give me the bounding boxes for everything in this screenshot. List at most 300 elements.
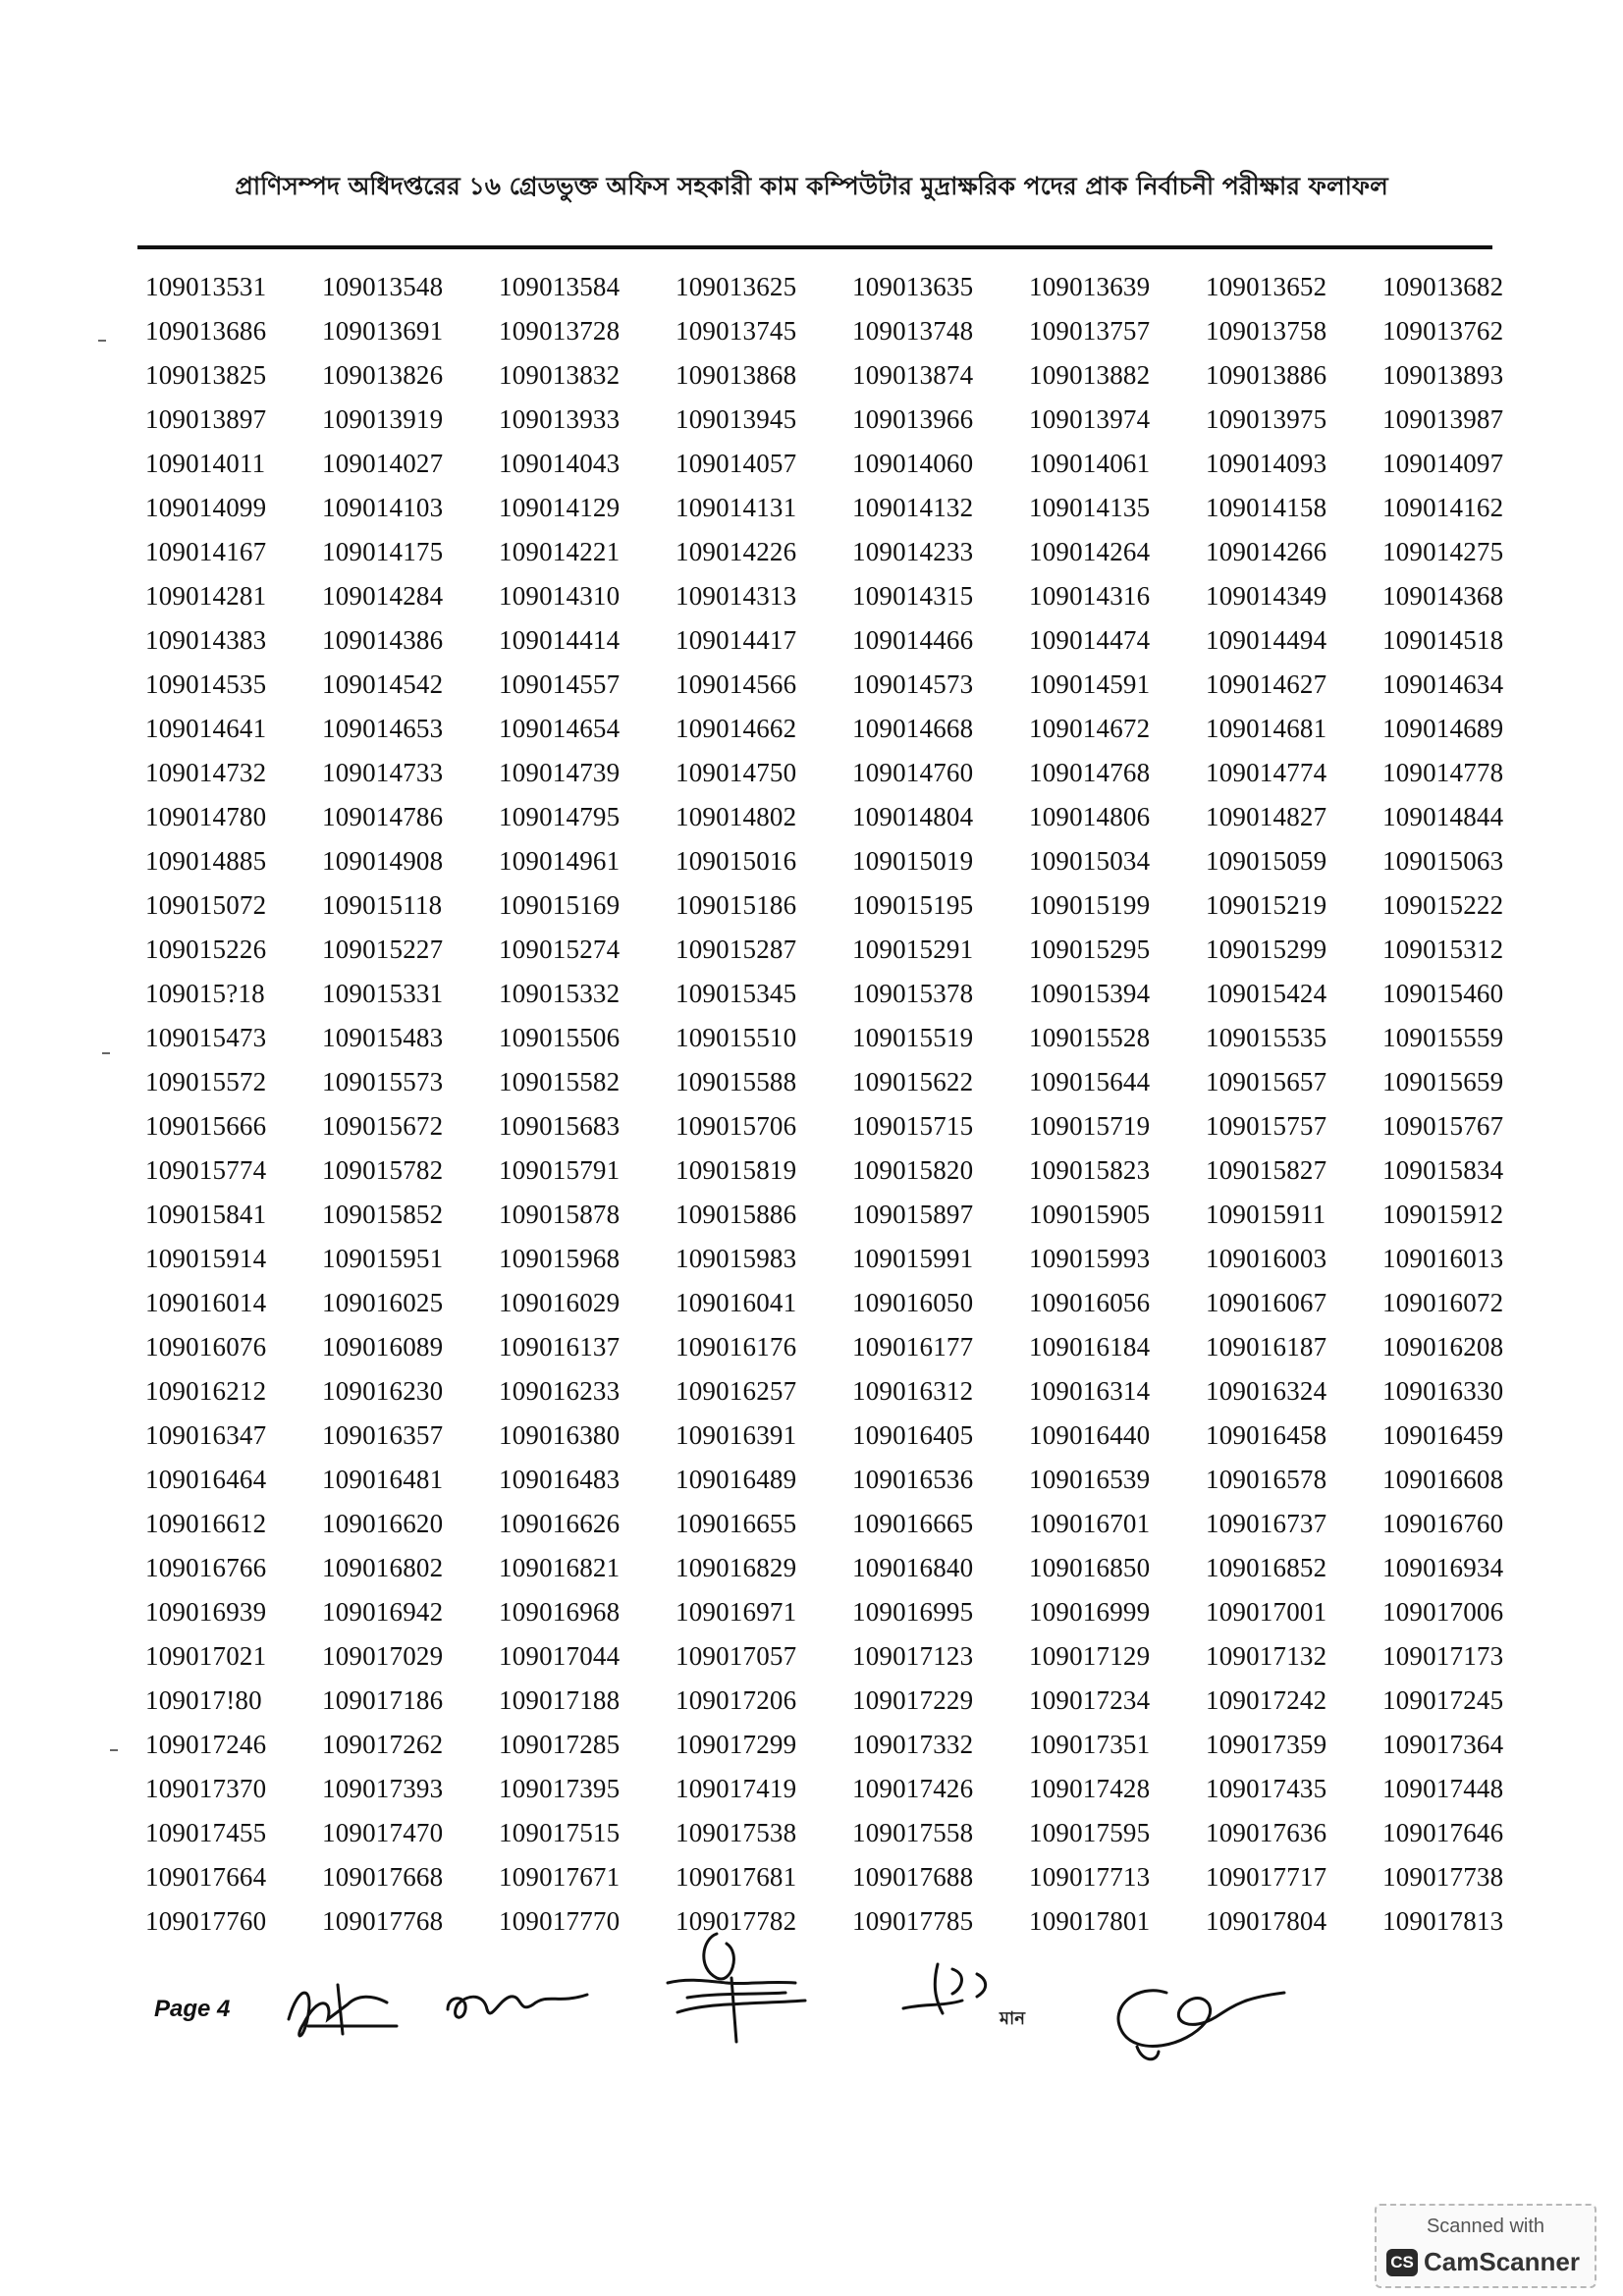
- roll-number-cell: 109014233: [852, 537, 974, 566]
- roll-number-cell: 109017804: [1206, 1906, 1327, 1936]
- roll-number-cell: 109016608: [1382, 1465, 1504, 1494]
- roll-number-cell: 109013682: [1382, 272, 1504, 301]
- scan-speck: [98, 340, 106, 342]
- roll-number-cell: 109013758: [1206, 316, 1327, 346]
- roll-number-cell: 109013874: [852, 360, 974, 390]
- roll-number-cell: 109015186: [676, 890, 797, 920]
- roll-number-cell: 109015852: [322, 1200, 444, 1229]
- roll-number-cell: 109014368: [1382, 581, 1504, 611]
- roll-number-cell: 109016620: [322, 1509, 444, 1538]
- roll-number-cell: 109017768: [322, 1906, 444, 1936]
- roll-number-cell: 109015219: [1206, 890, 1327, 920]
- roll-number-cell: 109015791: [499, 1155, 621, 1185]
- roll-number-cell: 109016802: [322, 1553, 444, 1582]
- watermark-caption: Scanned with: [1426, 2216, 1545, 2237]
- roll-number-cell: 109015659: [1382, 1067, 1504, 1096]
- roll-number-cell: 109015782: [322, 1155, 444, 1185]
- roll-number-cell: 109017245: [1382, 1685, 1504, 1715]
- signature-2: [440, 1975, 597, 2039]
- roll-number-cell: 109014135: [1029, 493, 1151, 522]
- roll-number-cell: 109017595: [1029, 1818, 1151, 1847]
- roll-number-cell: 109017057: [676, 1641, 797, 1671]
- roll-number-cell: 109014316: [1029, 581, 1151, 611]
- roll-number-cell: 109017760: [145, 1906, 267, 1936]
- roll-number-cell: 109014093: [1206, 449, 1327, 478]
- roll-number-cell: 109016440: [1029, 1420, 1151, 1450]
- roll-number-cell: 109016489: [676, 1465, 797, 1494]
- roll-number-cell: 109017029: [322, 1641, 444, 1671]
- roll-number-cell: 109017395: [499, 1774, 621, 1803]
- roll-number-cell: 109016076: [145, 1332, 267, 1362]
- roll-number-cell: 109015886: [676, 1200, 797, 1229]
- roll-number-cell: 109014162: [1382, 493, 1504, 522]
- roll-number-cell: 109017515: [499, 1818, 621, 1847]
- roll-number-cell: 109015911: [1206, 1200, 1326, 1229]
- signature-3: [648, 1924, 815, 2056]
- roll-number-cell: 109014175: [322, 537, 444, 566]
- roll-number-cell: 109014349: [1206, 581, 1327, 611]
- roll-number-cell: 109015274: [499, 934, 621, 964]
- roll-number-cell: 109015019: [852, 846, 974, 876]
- roll-number-cell: 109014774: [1206, 758, 1327, 787]
- roll-number-cell: 109015345: [676, 979, 797, 1008]
- roll-number-cell: 109014768: [1029, 758, 1151, 787]
- roll-number-cell: 109014573: [852, 669, 974, 699]
- roll-number-cell: 109015993: [1029, 1244, 1151, 1273]
- roll-number-cell: 109014653: [322, 714, 444, 743]
- roll-number-cell: 109017242: [1206, 1685, 1327, 1715]
- roll-number-cell: 109017!80: [145, 1685, 262, 1715]
- roll-number-cell: 109013868: [676, 360, 797, 390]
- roll-number-cell: 109014474: [1029, 625, 1151, 655]
- roll-number-cell: 109016539: [1029, 1465, 1151, 1494]
- roll-number-cell: 109016324: [1206, 1376, 1327, 1406]
- roll-number-cell: 109014627: [1206, 669, 1327, 699]
- roll-number-cell: 109014804: [852, 802, 974, 831]
- roll-number-cell: 109015757: [1206, 1111, 1327, 1141]
- roll-number-cell: 109014739: [499, 758, 621, 787]
- roll-number-cell: 109015715: [852, 1111, 974, 1141]
- roll-number-cell: 109016971: [676, 1597, 797, 1627]
- roll-number-cell: 109015774: [145, 1155, 267, 1185]
- roll-number-cell: 109016056: [1029, 1288, 1151, 1317]
- roll-number-cell: 109015226: [145, 934, 267, 964]
- roll-number-cell: 109015378: [852, 979, 974, 1008]
- roll-number-cell: 109017426: [852, 1774, 974, 1803]
- roll-number-cell: 109014281: [145, 581, 267, 611]
- roll-number-cell: 109014778: [1382, 758, 1504, 787]
- roll-number-cell: 109016230: [322, 1376, 444, 1406]
- roll-number-cell: 109017332: [852, 1730, 974, 1759]
- roll-number-cell: 109016934: [1382, 1553, 1504, 1582]
- roll-number-cell: 109016821: [499, 1553, 621, 1582]
- camscanner-watermark: [1375, 2204, 1596, 2288]
- roll-number-cell: 109016829: [676, 1553, 797, 1582]
- roll-number-cell: 109015897: [852, 1200, 974, 1229]
- roll-number-cell: 109016701: [1029, 1509, 1151, 1538]
- roll-number-cell: 109014733: [322, 758, 444, 787]
- roll-number-cell: 109015016: [676, 846, 797, 876]
- roll-number-cell: 109017234: [1029, 1685, 1151, 1715]
- roll-number-cell: 109017538: [676, 1818, 797, 1847]
- roll-number-cell: 109016014: [145, 1288, 267, 1317]
- roll-number-cell: 109015287: [676, 934, 797, 964]
- page-title: প্রাণিসম্পদ অধিদপ্তরের ১৬ গ্রেডভুক্ত অফিস সহকারী কাম কম্পিউটার মুদ্রাক্ষরিক পদের প্রাক নির্বাচনী পরীক্ষার ফলাফল: [235, 172, 1388, 200]
- roll-number-cell: 109016067: [1206, 1288, 1327, 1317]
- roll-number-cell: 109016578: [1206, 1465, 1327, 1494]
- roll-number-cell: 109015535: [1206, 1023, 1327, 1052]
- roll-number-cell: 109014689: [1382, 714, 1504, 743]
- roll-number-cell: 109015473: [145, 1023, 267, 1052]
- roll-number-cell: 109014060: [852, 449, 974, 478]
- roll-number-cell: 109014566: [676, 669, 797, 699]
- roll-number-cell: 109014097: [1382, 449, 1504, 478]
- roll-number-cell: 109016665: [852, 1509, 974, 1538]
- roll-number-cell: 109016850: [1029, 1553, 1151, 1582]
- roll-number-cell: 109016212: [145, 1376, 267, 1406]
- roll-number-cell: 109014099: [145, 493, 267, 522]
- roll-number-cell: 109014760: [852, 758, 974, 787]
- roll-number-cell: 109016025: [322, 1288, 444, 1317]
- roll-number-cell: 109017006: [1382, 1597, 1504, 1627]
- roll-number-cell: 109017351: [1029, 1730, 1151, 1759]
- camscanner-logo-icon: CS: [1386, 2249, 1418, 2276]
- roll-number-cell: 109016737: [1206, 1509, 1327, 1538]
- roll-number-cell: 109016458: [1206, 1420, 1327, 1450]
- roll-number-cell: 109014795: [499, 802, 621, 831]
- roll-number-cell: 109015572: [145, 1067, 267, 1096]
- signature-4: [893, 1949, 1011, 2033]
- roll-number-cell: 109013897: [145, 404, 267, 434]
- roll-number-cell: 109016029: [499, 1288, 621, 1317]
- roll-number-cell: 109014414: [499, 625, 621, 655]
- roll-number-cell: 109013639: [1029, 272, 1151, 301]
- roll-number-cell: 109016041: [676, 1288, 797, 1317]
- roll-number-cell: 109017132: [1206, 1641, 1327, 1671]
- roll-number-cell: 109017738: [1382, 1862, 1504, 1892]
- roll-number-cell: 109015827: [1206, 1155, 1327, 1185]
- roll-number-cell: 109015823: [1029, 1155, 1151, 1185]
- roll-number-cell: 109017173: [1382, 1641, 1504, 1671]
- roll-number-cell: 109015657: [1206, 1067, 1327, 1096]
- roll-number-cell: 109015968: [499, 1244, 621, 1273]
- page-number-label: Page 4: [154, 1996, 231, 2022]
- roll-number-cell: 109014310: [499, 581, 621, 611]
- roll-number-cell: 109013728: [499, 316, 621, 346]
- roll-number-cell: 109016391: [676, 1420, 797, 1450]
- roll-number-cell: 109017246: [145, 1730, 267, 1759]
- roll-number-cell: 109017455: [145, 1818, 267, 1847]
- signature-5: [1098, 1953, 1294, 2076]
- roll-number-cell: 109016968: [499, 1597, 621, 1627]
- roll-number-cell: 109015878: [499, 1200, 621, 1229]
- roll-number-cell: 109016483: [499, 1465, 621, 1494]
- signature-1: [279, 1965, 406, 2049]
- roll-number-cell: 109015510: [676, 1023, 797, 1052]
- roll-number-cell: 109015528: [1029, 1023, 1151, 1052]
- roll-number-cell: 109016999: [1029, 1597, 1151, 1627]
- roll-number-cell: 109015299: [1206, 934, 1327, 964]
- roll-number-cell: 109014313: [676, 581, 797, 611]
- roll-number-cell: 109014961: [499, 846, 621, 876]
- roll-number-cell: 109016840: [852, 1553, 974, 1582]
- roll-number-cell: 109015706: [676, 1111, 797, 1141]
- roll-number-cell: 109014732: [145, 758, 267, 787]
- roll-number-cell: 109014668: [852, 714, 974, 743]
- roll-number-cell: 109015983: [676, 1244, 797, 1273]
- roll-number-cell: 109015622: [852, 1067, 974, 1096]
- roll-number-cell: 109014043: [499, 449, 621, 478]
- roll-number-cell: 109014806: [1029, 802, 1151, 831]
- watermark-brand: CamScanner: [1424, 2247, 1580, 2276]
- roll-number-cell: 109015195: [852, 890, 974, 920]
- roll-number-cell: 109016257: [676, 1376, 797, 1406]
- roll-number-cell: 109013826: [322, 360, 444, 390]
- roll-number-cell: 109016137: [499, 1332, 621, 1362]
- roll-number-cell: 109017299: [676, 1730, 797, 1759]
- roll-number-cell: 109015034: [1029, 846, 1151, 876]
- roll-number-cell: 109013625: [676, 272, 797, 301]
- signature-block: [265, 1924, 1394, 2120]
- roll-number-cell: 109015683: [499, 1111, 621, 1141]
- header-rule: [137, 245, 1492, 249]
- roll-number-cell: 109016612: [145, 1509, 267, 1538]
- roll-number-cell: 109015072: [145, 890, 267, 920]
- roll-number-cell: 109016187: [1206, 1332, 1327, 1362]
- roll-number-cell: 109014681: [1206, 714, 1327, 743]
- roll-number-cell: 109014158: [1206, 493, 1327, 522]
- roll-number-cell: 109013652: [1206, 272, 1327, 301]
- roll-number-cell: 109015118: [322, 890, 443, 920]
- roll-number-cell: 109017370: [145, 1774, 267, 1803]
- roll-number-cell: 109013691: [322, 316, 444, 346]
- roll-number-cell: 109014027: [322, 449, 444, 478]
- roll-number-cell: 109014167: [145, 537, 267, 566]
- roll-number-cell: 109016357: [322, 1420, 444, 1450]
- roll-number-cell: 109017813: [1382, 1906, 1504, 1936]
- roll-number-cell: 109015582: [499, 1067, 621, 1096]
- roll-number-cell: 109014061: [1029, 449, 1151, 478]
- roll-number-cell: 109016050: [852, 1288, 974, 1317]
- roll-number-cell: 109016464: [145, 1465, 267, 1494]
- roll-number-cell: 109017470: [322, 1818, 444, 1847]
- roll-number-cell: 109016184: [1029, 1332, 1151, 1362]
- roll-number-cell: 109014750: [676, 758, 797, 787]
- roll-number-cell: 109016626: [499, 1509, 621, 1538]
- roll-number-cell: 109014780: [145, 802, 267, 831]
- roll-number-cell: 109015483: [322, 1023, 444, 1052]
- roll-number-cell: 109017558: [852, 1818, 974, 1847]
- roll-number-cell: 109017285: [499, 1730, 621, 1759]
- roll-number-cell: 109013745: [676, 316, 797, 346]
- roll-number-cell: 109017186: [322, 1685, 444, 1715]
- roll-number-cell: 109015914: [145, 1244, 267, 1273]
- roll-number-cell: 109017671: [499, 1862, 621, 1892]
- roll-number-cell: 109017801: [1029, 1906, 1151, 1936]
- roll-number-cell: 109016089: [322, 1332, 444, 1362]
- roll-number-cell: 109017262: [322, 1730, 444, 1759]
- roll-number-cell: 109016655: [676, 1509, 797, 1538]
- roll-number-cell: 109014844: [1382, 802, 1504, 831]
- roll-number-cell: 109017448: [1382, 1774, 1504, 1803]
- roll-number-cell: 109015841: [145, 1200, 267, 1229]
- roll-number-cell: 109013584: [499, 272, 621, 301]
- roll-number-cell: 109015394: [1029, 979, 1151, 1008]
- roll-number-cell: 109015424: [1206, 979, 1327, 1008]
- roll-number-cell: 109014591: [1029, 669, 1151, 699]
- roll-number-cell: 109015767: [1382, 1111, 1504, 1141]
- roll-number-cell: 109014383: [145, 625, 267, 655]
- roll-number-cell: 109014315: [852, 581, 974, 611]
- roll-number-cell: 109014908: [322, 846, 444, 876]
- roll-number-cell: 109013832: [499, 360, 621, 390]
- roll-number-cell: 109016536: [852, 1465, 974, 1494]
- roll-number-cell: 109015719: [1029, 1111, 1151, 1141]
- roll-number-cell: 109014011: [145, 449, 266, 478]
- roll-number-cell: 109017229: [852, 1685, 974, 1715]
- roll-number-cell: 109017001: [1206, 1597, 1327, 1627]
- roll-number-cell: 109017717: [1206, 1862, 1327, 1892]
- roll-number-cell: 109014284: [322, 581, 444, 611]
- roll-number-cell: 109017435: [1206, 1774, 1327, 1803]
- roll-number-cell: 109017364: [1382, 1730, 1504, 1759]
- roll-number-cell: 109017646: [1382, 1818, 1504, 1847]
- roll-number-cell: 109015331: [322, 979, 444, 1008]
- roll-number-cell: 109014827: [1206, 802, 1327, 831]
- roll-number-cell: 109017129: [1029, 1641, 1151, 1671]
- roll-number-cell: 109013945: [676, 404, 797, 434]
- roll-number-cell: 109016481: [322, 1465, 444, 1494]
- roll-number-cell: 109014103: [322, 493, 444, 522]
- roll-number-cell: 109013882: [1029, 360, 1151, 390]
- roll-number-cell: 109014266: [1206, 537, 1327, 566]
- roll-number-cell: 109015644: [1029, 1067, 1151, 1096]
- roll-number-cell: 109016072: [1382, 1288, 1504, 1317]
- roll-number-cell: 109015951: [322, 1244, 444, 1273]
- roll-number-cell: 109013975: [1206, 404, 1327, 434]
- roll-number-cell: 109013886: [1206, 360, 1327, 390]
- roll-number-cell: 109014226: [676, 537, 797, 566]
- roll-number-cell: 109013635: [852, 272, 974, 301]
- roll-number-cell: 109014417: [676, 625, 797, 655]
- roll-number-cell: 109016459: [1382, 1420, 1504, 1450]
- roll-number-cell: 109015059: [1206, 846, 1327, 876]
- roll-number-cell: 109017688: [852, 1862, 974, 1892]
- roll-number-cell: 109013987: [1382, 404, 1504, 434]
- roll-number-cell: 109016766: [145, 1553, 267, 1582]
- roll-number-cell: 109014802: [676, 802, 797, 831]
- roll-number-cell: 109013757: [1029, 316, 1151, 346]
- roll-number-cell: 109017713: [1029, 1862, 1151, 1892]
- roll-number-cell: 109015063: [1382, 846, 1504, 876]
- roll-number-cell: 109015573: [322, 1067, 444, 1096]
- roll-number-cell: 109016312: [852, 1376, 974, 1406]
- roll-number-cell: 109014634: [1382, 669, 1504, 699]
- roll-number-cell: 109013762: [1382, 316, 1504, 346]
- roll-number-cell: 109013531: [145, 272, 267, 301]
- roll-number-cell: 109017636: [1206, 1818, 1327, 1847]
- roll-number-cell: 109015?18: [145, 979, 265, 1008]
- roll-number-cell: 109015559: [1382, 1023, 1504, 1052]
- roll-number-cell: 109014518: [1382, 625, 1504, 655]
- roll-number-cell: 109014466: [852, 625, 974, 655]
- roll-number-cell: 109014654: [499, 714, 621, 743]
- roll-number-cell: 109015312: [1382, 934, 1504, 964]
- roll-number-cell: 109015820: [852, 1155, 974, 1185]
- roll-number-cell: 109017393: [322, 1774, 444, 1803]
- roll-number-cell: 109016380: [499, 1420, 621, 1450]
- roll-number-cell: 109017668: [322, 1862, 444, 1892]
- roll-number-cell: 109016330: [1382, 1376, 1504, 1406]
- roll-number-cell: 109013966: [852, 404, 974, 434]
- roll-number-table: [137, 265, 1551, 1944]
- roll-number-cell: 109015905: [1029, 1200, 1151, 1229]
- roll-number-cell: 109016314: [1029, 1376, 1151, 1406]
- scan-speck: [102, 1052, 110, 1054]
- signature-stamp-text: মান: [1000, 2008, 1025, 2029]
- roll-number-cell: 109017188: [499, 1685, 621, 1715]
- roll-number-cell: 109016233: [499, 1376, 621, 1406]
- roll-number-cell: 109017419: [676, 1774, 797, 1803]
- roll-number-cell: 109017044: [499, 1641, 621, 1671]
- roll-number-cell: 109014662: [676, 714, 797, 743]
- roll-number-cell: 109014494: [1206, 625, 1327, 655]
- roll-number-cell: 109015819: [676, 1155, 797, 1185]
- roll-number-cell: 109015506: [499, 1023, 621, 1052]
- roll-number-cell: 109017681: [676, 1862, 797, 1892]
- roll-number-cell: 109016347: [145, 1420, 267, 1450]
- roll-number-cell: 109017428: [1029, 1774, 1151, 1803]
- roll-number-cell: 109015222: [1382, 890, 1504, 920]
- roll-number-cell: 109014386: [322, 625, 444, 655]
- roll-number-cell: 109016939: [145, 1597, 267, 1627]
- roll-number-cell: 109013748: [852, 316, 974, 346]
- roll-number-cell: 109015332: [499, 979, 621, 1008]
- roll-number-cell: 109017770: [499, 1906, 621, 1936]
- roll-number-cell: 109017123: [852, 1641, 974, 1671]
- roll-number-cell: 109014557: [499, 669, 621, 699]
- roll-number-cell: 109014672: [1029, 714, 1151, 743]
- roll-number-cell: 109015295: [1029, 934, 1151, 964]
- roll-number-cell: 109014131: [676, 493, 797, 522]
- roll-number-cell: 109016177: [852, 1332, 974, 1362]
- roll-number-cell: 109017021: [145, 1641, 267, 1671]
- roll-number-cell: 109014542: [322, 669, 444, 699]
- roll-number-cell: 109013974: [1029, 404, 1151, 434]
- roll-number-cell: 109015834: [1382, 1155, 1504, 1185]
- roll-number-cell: 109015519: [852, 1023, 974, 1052]
- roll-number-cell: 109014535: [145, 669, 267, 699]
- roll-number-cell: 109016003: [1206, 1244, 1327, 1273]
- roll-number-cell: 109015991: [852, 1244, 974, 1273]
- roll-number-cell: 109015912: [1382, 1200, 1504, 1229]
- roll-number-cell: 109014057: [676, 449, 797, 478]
- roll-number-cell: 109016995: [852, 1597, 974, 1627]
- roll-number-cell: 109013825: [145, 360, 267, 390]
- roll-number-cell: 109016405: [852, 1420, 974, 1450]
- roll-number-cell: 109013893: [1382, 360, 1504, 390]
- roll-number-cell: 109014221: [499, 537, 621, 566]
- roll-number-cell: 109016208: [1382, 1332, 1504, 1362]
- roll-number-cell: 109017785: [852, 1906, 974, 1936]
- roll-number-cell: 109016013: [1382, 1244, 1504, 1273]
- roll-number-cell: 109014129: [499, 493, 621, 522]
- roll-number-cell: 109015672: [322, 1111, 444, 1141]
- roll-number-cell: 109014275: [1382, 537, 1504, 566]
- roll-number-cell: 109017782: [676, 1906, 797, 1936]
- roll-number-cell: 109015666: [145, 1111, 267, 1141]
- roll-number-cell: 109014641: [145, 714, 267, 743]
